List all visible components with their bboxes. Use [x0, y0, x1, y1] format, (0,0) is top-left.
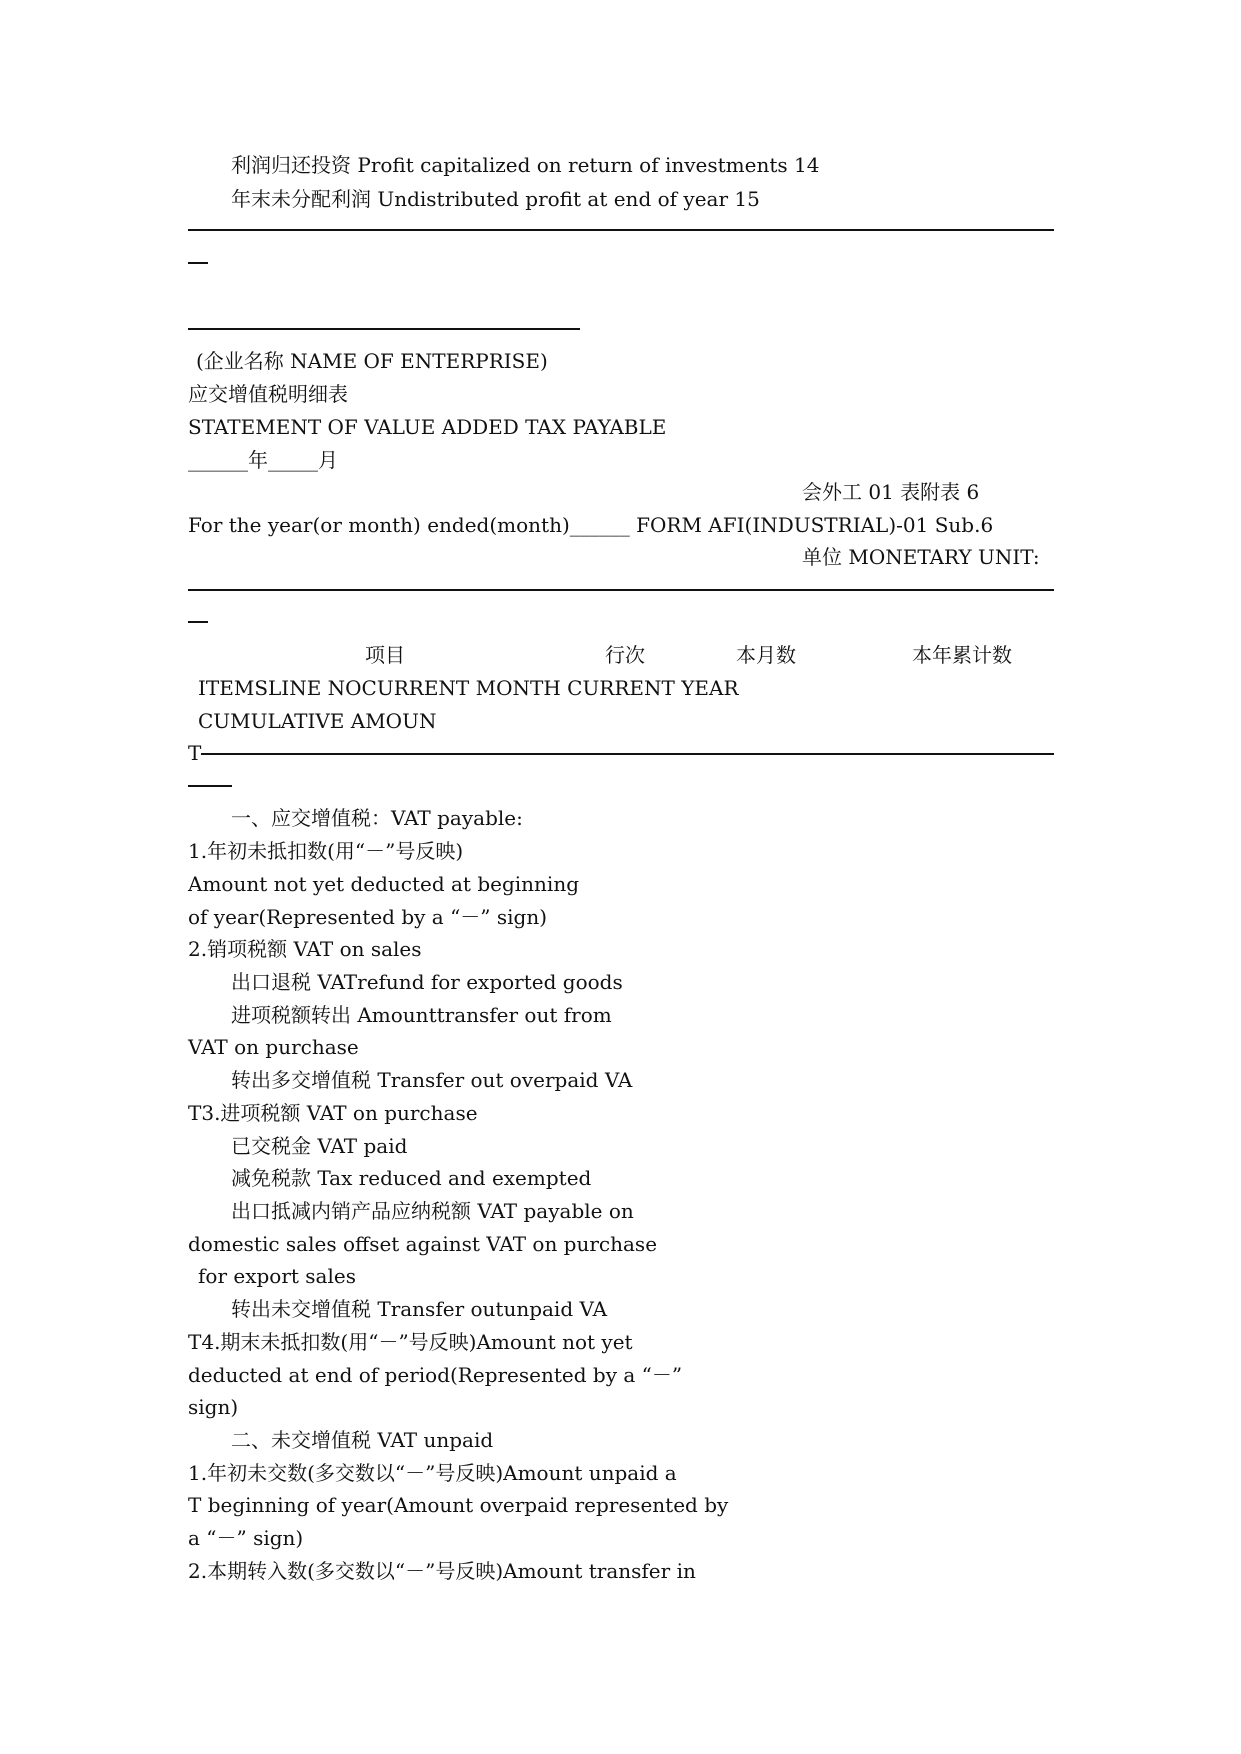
- enterprise-name-label: (企业名称 NAME OF ENTERPRISE): [196, 349, 548, 373]
- body-line: 一、应交增值税：VAT payable:: [231, 806, 523, 830]
- column-header-year-cumulative: 本年累计数: [912, 643, 1012, 667]
- separator-rule: [188, 229, 1054, 231]
- body-line: 二、未交增值税 VAT unpaid: [231, 1428, 494, 1452]
- column-header-item: 项目: [365, 643, 405, 667]
- body-line: a “－” sign): [188, 1526, 304, 1550]
- body-line: for export sales: [198, 1264, 356, 1288]
- separator-rule-tail: [188, 785, 232, 787]
- date-line: ______年_____月: [188, 448, 338, 472]
- separator-rule-tail: [188, 621, 208, 623]
- top-line-undistributed-profit: 年末未分配利润 Undistributed profit at end of year 15: [231, 187, 760, 211]
- body-line: 转出未交增值税 Transfer outunpaid VA: [231, 1297, 608, 1321]
- body-line: domestic sales offset against VAT on purchase: [188, 1232, 658, 1256]
- period-form-line: For the year(or month) ended(month)______ FORM AFI(INDUSTRIAL)-01 Sub.6: [188, 513, 994, 537]
- body-line: of year(Represented by a “－” sign): [188, 905, 548, 929]
- separator-rule: [201, 753, 1054, 755]
- monetary-unit-label: 单位 MONETARY UNIT:: [802, 545, 1040, 569]
- body-line: 已交税金 VAT paid: [231, 1134, 408, 1158]
- top-line-profit-capitalized: 利润归还投资 Profit capitalized on return of investments 14: [231, 153, 820, 177]
- separator-rule-tail: [188, 262, 208, 264]
- body-line: 1.年初未交数(多交数以“－”号反映)Amount unpaid a: [188, 1461, 677, 1485]
- column-header-en-line1: ITEMSLINE NOCURRENT MONTH CURRENT YEAR: [198, 676, 739, 700]
- enterprise-name-underline: [188, 328, 580, 330]
- body-line: 进项税额转出 Amounttransfer out from: [231, 1003, 612, 1027]
- body-line: 出口抵减内销产品应纳税额 VAT payable on: [231, 1199, 634, 1223]
- body-line: 2.销项税额 VAT on sales: [188, 937, 422, 961]
- form-code-cn: 会外工 01 表附表 6: [802, 480, 980, 504]
- statement-title-cn: 应交增值税明细表: [188, 382, 348, 406]
- body-line: deducted at end of period(Represented by a “－”: [188, 1363, 683, 1387]
- body-line: VAT on purchase: [188, 1035, 359, 1059]
- body-line: T beginning of year(Amount overpaid represented by: [188, 1493, 729, 1517]
- column-header-current-month: 本月数: [736, 643, 796, 667]
- body-line: T4.期末未抵扣数(用“－”号反映)Amount not yet: [188, 1330, 633, 1354]
- statement-title-en: STATEMENT OF VALUE ADDED TAX PAYABLE: [188, 415, 667, 439]
- body-line: sign): [188, 1395, 239, 1419]
- body-line: 1.年初未抵扣数(用“－”号反映): [188, 839, 464, 863]
- body-line: 减免税款 Tax reduced and exempted: [231, 1166, 592, 1190]
- column-header-line-no: 行次: [605, 643, 645, 667]
- body-line: 2.本期转入数(多交数以“－”号反映)Amount transfer in: [188, 1559, 696, 1583]
- separator-rule: [188, 589, 1054, 591]
- column-header-t-prefix: T: [188, 741, 202, 765]
- column-header-en-line2: CUMULATIVE AMOUN: [198, 709, 437, 733]
- body-line: T3.进项税额 VAT on purchase: [188, 1101, 478, 1125]
- body-line: 转出多交增值税 Transfer out overpaid VA: [231, 1068, 633, 1092]
- body-line: 出口退税 VATrefund for exported goods: [231, 970, 623, 994]
- body-line: Amount not yet deducted at beginning: [188, 872, 580, 896]
